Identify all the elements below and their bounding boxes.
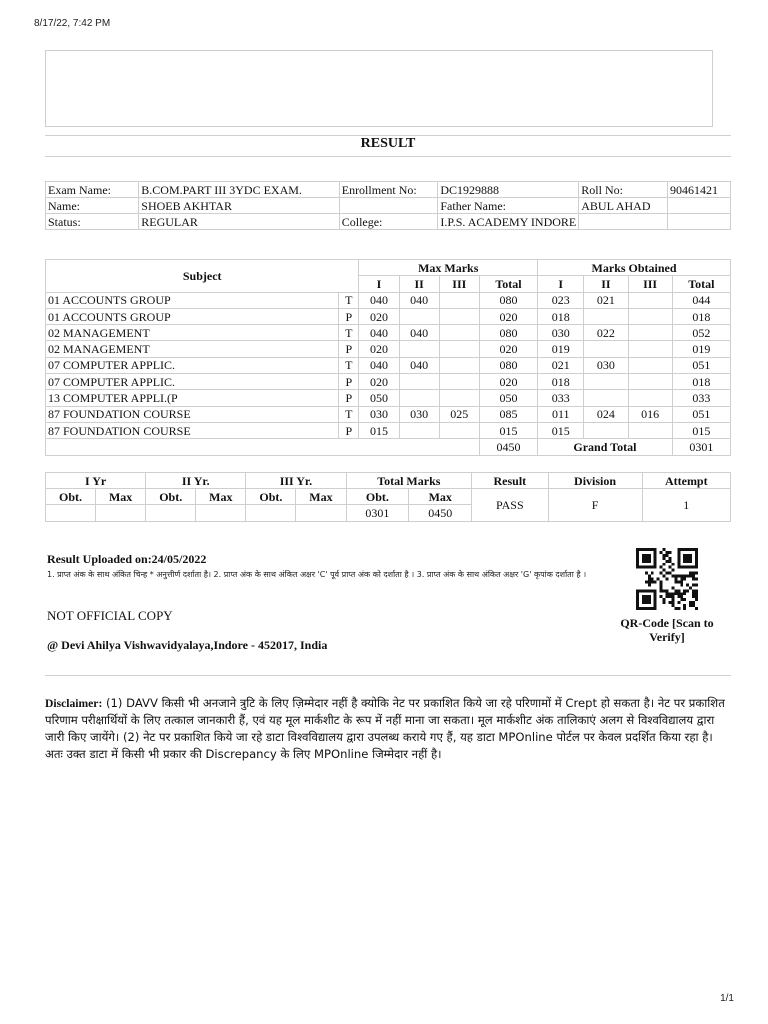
info-cell: Status: xyxy=(46,214,139,230)
table-row xyxy=(46,292,731,308)
mark-cell xyxy=(439,308,479,324)
table-row xyxy=(46,341,731,357)
total-max-value: 0450 xyxy=(409,505,472,522)
mark-cell xyxy=(399,341,439,357)
marks-col-header: II xyxy=(399,276,439,292)
mark-cell: 020 xyxy=(359,374,399,390)
mark-cell: 051 xyxy=(672,357,730,373)
division-value: F xyxy=(548,489,642,522)
mark-cell xyxy=(439,357,479,373)
marks-col-header: I xyxy=(359,276,399,292)
mark-cell: 040 xyxy=(399,292,439,308)
disclaimer-label: Disclaimer: xyxy=(45,697,103,710)
obt-header: Obt. xyxy=(46,489,96,505)
mark-cell: 030 xyxy=(584,357,628,373)
paper-type: P xyxy=(339,374,359,390)
mark-cell xyxy=(584,341,628,357)
table-row xyxy=(46,390,731,406)
divider xyxy=(45,156,731,157)
mark-cell: 015 xyxy=(479,422,537,438)
result-value: PASS xyxy=(472,489,548,522)
grand-total-value: 0301 xyxy=(672,439,730,455)
paper-type: T xyxy=(339,406,359,422)
info-row xyxy=(46,214,731,230)
division-header: Division xyxy=(548,473,642,489)
mark-cell: 020 xyxy=(359,308,399,324)
mark-cell: 025 xyxy=(439,406,479,422)
mark-cell: 019 xyxy=(538,341,584,357)
mark-cell: 050 xyxy=(479,390,537,406)
marks-col-header: Total xyxy=(479,276,537,292)
mark-cell xyxy=(628,341,672,357)
mark-cell xyxy=(628,390,672,406)
yr2-header: II Yr. xyxy=(146,473,246,489)
mark-cell: 030 xyxy=(538,325,584,341)
mark-cell xyxy=(628,357,672,373)
mark-cell: 020 xyxy=(479,308,537,324)
upload-date: Result Uploaded on:24/05/2022 xyxy=(47,552,207,566)
mark-cell: 021 xyxy=(538,357,584,373)
mark-cell xyxy=(628,422,672,438)
subject-name: 87 FOUNDATION COURSE xyxy=(46,422,339,438)
info-cell: 90461421 xyxy=(667,182,730,198)
marks-col-header: I xyxy=(538,276,584,292)
obt-header: Obt. xyxy=(146,489,196,505)
mark-cell: 033 xyxy=(538,390,584,406)
mark-cell: 020 xyxy=(359,341,399,357)
mark-cell: 015 xyxy=(359,422,399,438)
mark-cell: 015 xyxy=(672,422,730,438)
info-cell xyxy=(579,214,668,230)
table-row xyxy=(46,406,731,422)
mark-cell xyxy=(584,390,628,406)
mark-cell xyxy=(399,374,439,390)
mark-cell: 040 xyxy=(399,357,439,373)
subject-header: Subject xyxy=(46,260,359,293)
obt-header: Obt. xyxy=(246,489,296,505)
table-row xyxy=(46,308,731,324)
mark-cell: 020 xyxy=(479,374,537,390)
yr1-obt-value xyxy=(46,505,96,522)
marks-table xyxy=(45,259,731,456)
mark-cell: 015 xyxy=(538,422,584,438)
mark-cell: 040 xyxy=(359,357,399,373)
legend-note: 1. प्राप्त अंक के साथ अंकित चिन्ह * अनुत्तीर्ण दर्शाता है। 2. प्राप्त अंक के साथ अंकित अक्षर 'C' पूर्व प्राप्त अंक को दर्शाता है । 3. प्राप्त अंक के साथ अंकित अक्षर 'G' कृपांक दर्शाता है । xyxy=(47,570,587,579)
info-cell: Name: xyxy=(46,198,139,214)
mark-cell xyxy=(584,374,628,390)
marks-col-header: III xyxy=(628,276,672,292)
subject-name: 13 COMPUTER APPLI.(P xyxy=(46,390,339,406)
table-row xyxy=(46,422,731,438)
subject-name: 07 COMPUTER APPLIC. xyxy=(46,374,339,390)
mark-cell: 019 xyxy=(672,341,730,357)
not-official-notice: NOT OFFICIAL COPY xyxy=(47,608,173,623)
mark-cell xyxy=(399,422,439,438)
mark-cell: 024 xyxy=(584,406,628,422)
info-cell: Enrollment No: xyxy=(339,182,438,198)
mark-cell: 051 xyxy=(672,406,730,422)
mark-cell: 022 xyxy=(584,325,628,341)
paper-type: P xyxy=(339,390,359,406)
yr1-max-value xyxy=(96,505,146,522)
mark-cell: 085 xyxy=(479,406,537,422)
student-info-table xyxy=(45,181,731,230)
mark-cell: 044 xyxy=(672,292,730,308)
info-cell: SHOEB AKHTAR xyxy=(139,198,339,214)
info-cell: Exam Name: xyxy=(46,182,139,198)
info-cell: I.P.S. ACADEMY INDORE xyxy=(438,214,579,230)
qr-code-icon[interactable] xyxy=(636,548,698,610)
mark-cell xyxy=(584,422,628,438)
paper-type: P xyxy=(339,422,359,438)
mark-cell: 033 xyxy=(672,390,730,406)
mark-cell: 080 xyxy=(479,292,537,308)
max-total-value: 0450 xyxy=(479,439,537,455)
info-row xyxy=(46,182,731,198)
mark-cell: 018 xyxy=(672,374,730,390)
paper-type: T xyxy=(339,357,359,373)
paper-type: P xyxy=(339,308,359,324)
obt-header: Obt. xyxy=(346,489,409,505)
qr-code-label: QR-Code [Scan to Verify] xyxy=(620,616,714,644)
subject-name: 02 MANAGEMENT xyxy=(46,341,339,357)
subject-name: 02 MANAGEMENT xyxy=(46,325,339,341)
mark-cell: 011 xyxy=(538,406,584,422)
mark-cell: 040 xyxy=(359,325,399,341)
result-header: Result xyxy=(472,473,548,489)
mark-cell xyxy=(628,292,672,308)
mark-cell: 080 xyxy=(479,357,537,373)
subject-name: 07 COMPUTER APPLIC. xyxy=(46,357,339,373)
max-header: Max xyxy=(296,489,346,505)
mark-cell: 023 xyxy=(538,292,584,308)
mark-cell: 040 xyxy=(399,325,439,341)
total-obt-value: 0301 xyxy=(346,505,409,522)
table-row xyxy=(46,357,731,373)
mark-cell: 050 xyxy=(359,390,399,406)
table-row xyxy=(46,325,731,341)
attempt-header: Attempt xyxy=(642,473,730,489)
info-row xyxy=(46,198,731,214)
print-datetime: 8/17/22, 7:42 PM xyxy=(34,18,111,29)
marks-col-header: Total xyxy=(672,276,730,292)
total-marks-header: Total Marks xyxy=(346,473,472,489)
mark-cell xyxy=(439,325,479,341)
mark-cell xyxy=(628,325,672,341)
subject-name: 01 ACCOUNTS GROUP xyxy=(46,308,339,324)
mark-cell: 052 xyxy=(672,325,730,341)
info-cell: REGULAR xyxy=(139,214,339,230)
paper-type: T xyxy=(339,292,359,308)
mark-cell xyxy=(584,308,628,324)
info-cell xyxy=(667,198,730,214)
max-marks-header: Max Marks xyxy=(359,260,538,276)
info-cell: Father Name: xyxy=(438,198,579,214)
max-header: Max xyxy=(96,489,146,505)
header-banner xyxy=(45,50,713,127)
divider xyxy=(45,675,731,676)
info-cell: B.COM.PART III 3YDC EXAM. xyxy=(139,182,339,198)
mark-cell xyxy=(628,374,672,390)
table-row xyxy=(46,374,731,390)
university-address: @ Devi Ahilya Vishwavidyalaya,Indore - 452017, India xyxy=(47,638,328,652)
yr1-header: I Yr xyxy=(46,473,146,489)
mark-cell xyxy=(628,308,672,324)
mark-cell xyxy=(439,390,479,406)
yr3-header: III Yr. xyxy=(246,473,346,489)
mark-cell: 016 xyxy=(628,406,672,422)
mark-cell xyxy=(439,292,479,308)
yr3-max-value xyxy=(296,505,346,522)
marks-col-header: III xyxy=(439,276,479,292)
paper-type: T xyxy=(339,325,359,341)
mark-cell: 040 xyxy=(359,292,399,308)
grand-total-label: Grand Total xyxy=(538,439,673,455)
mark-cell: 018 xyxy=(672,308,730,324)
mark-cell: 020 xyxy=(479,341,537,357)
info-cell xyxy=(339,198,438,214)
marks-col-header: II xyxy=(584,276,628,292)
mark-cell xyxy=(439,422,479,438)
summary-table xyxy=(45,472,731,522)
marks-obtained-header: Marks Obtained xyxy=(538,260,731,276)
mark-cell: 018 xyxy=(538,374,584,390)
paper-type: P xyxy=(339,341,359,357)
disclaimer-text: (1) DAVV किसी भी अनजाने त्रुटि के लिए ज़िम्मेदार नहीं है क्योकि नेट पर प्रकाशित किये जा रहे परिणामों में Crept हो सकता है। नेट पर प्रकाशित परिणाम परीक्षार्थियों के लिए तत्काल जानकारी हैं, एवं यह मूल मार्कशीट के रूप में नहीं माना जा सकता। मूल मार्कशीट अंक तालिकाएं अलग से विश्वविद्यालय द्वारा जारी किए जायेंगे। (2) नेट पर प्रकाशित किये जा रहे डाटा विश्वविद्यालय द्वारा उपलब्ध कराये गए हैं, यह डाटा MPOnline पोर्टल पर केवल प्रदर्शित किया रहा है। अतः उक्त डाटा में किसी भी प्रकार की Discrepancy के लिए MPOnline जिम्मेदार नहीं है। xyxy=(45,696,725,761)
blank-cell xyxy=(46,439,480,455)
subject-name: 01 ACCOUNTS GROUP xyxy=(46,292,339,308)
mark-cell: 080 xyxy=(479,325,537,341)
subject-name: 87 FOUNDATION COURSE xyxy=(46,406,339,422)
info-cell: ABUL AHAD xyxy=(579,198,668,214)
max-header: Max xyxy=(196,489,246,505)
mark-cell xyxy=(439,341,479,357)
yr3-obt-value xyxy=(246,505,296,522)
max-header: Max xyxy=(409,489,472,505)
yr2-max-value xyxy=(196,505,246,522)
page-title: RESULT xyxy=(360,136,416,151)
mark-cell xyxy=(399,390,439,406)
mark-cell: 030 xyxy=(359,406,399,422)
disclaimer xyxy=(45,695,731,763)
info-cell: DC1929888 xyxy=(438,182,579,198)
info-cell: College: xyxy=(339,214,438,230)
mark-cell: 018 xyxy=(538,308,584,324)
info-cell: Roll No: xyxy=(579,182,668,198)
yr2-obt-value xyxy=(146,505,196,522)
mark-cell: 030 xyxy=(399,406,439,422)
mark-cell xyxy=(399,308,439,324)
attempt-value: 1 xyxy=(642,489,730,522)
mark-cell xyxy=(439,374,479,390)
page-number: 1/1 xyxy=(720,993,734,1004)
info-cell xyxy=(667,214,730,230)
mark-cell: 021 xyxy=(584,292,628,308)
